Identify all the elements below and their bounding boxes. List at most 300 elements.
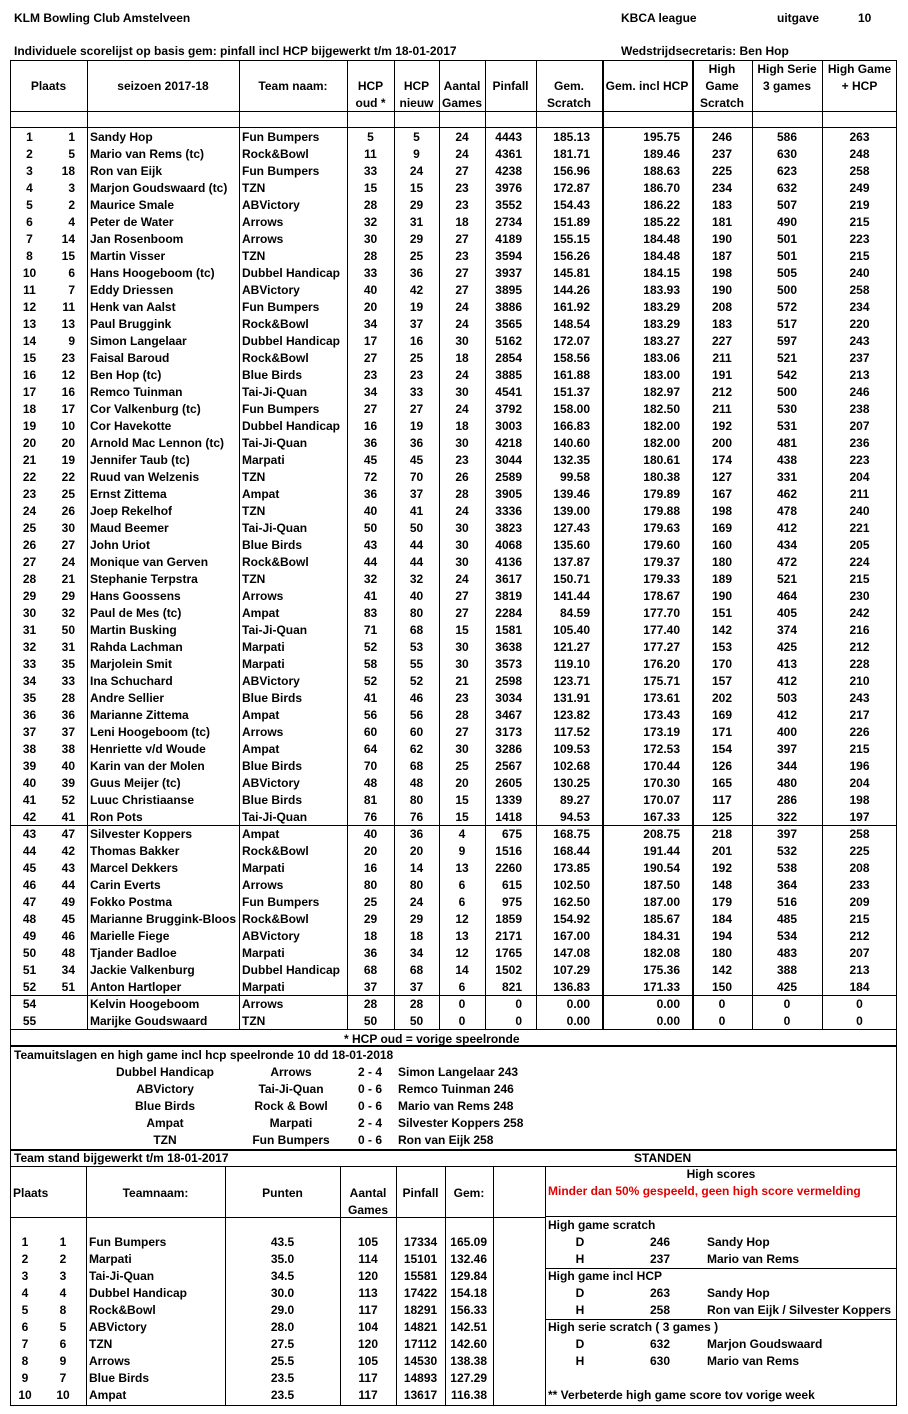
column-header: HCP nieuw bbox=[399, 79, 434, 110]
cell-player-name: Ron Pots bbox=[90, 810, 143, 824]
stand-team: TZN bbox=[89, 1337, 113, 1351]
cell-high-game: 0 bbox=[718, 1014, 726, 1028]
cell-gem-scratch: 166.83 bbox=[553, 419, 590, 433]
cell-games: 27 bbox=[455, 164, 469, 178]
stand-plaats: 10 bbox=[18, 1388, 32, 1402]
cell-pinfall: 2605 bbox=[495, 776, 522, 790]
cell-player-name: Eddy Driessen bbox=[90, 283, 174, 297]
cell-plaats: 54 bbox=[22, 997, 37, 1011]
cell-player-name: Joep Rekelhof bbox=[90, 504, 173, 518]
cell-gem-hcp: 175.36 bbox=[643, 963, 680, 977]
cell-high-game: 187 bbox=[711, 249, 733, 263]
cell-hcp-oud: 45 bbox=[363, 453, 378, 467]
stand-gem: 116.38 bbox=[450, 1388, 487, 1402]
cell-plaats: 30 bbox=[22, 606, 37, 620]
cell-team: Dubbel Handicap bbox=[242, 266, 341, 280]
stand-punten: 34.5 bbox=[270, 1269, 295, 1283]
cell-games: 23 bbox=[455, 181, 469, 195]
hs-code: H bbox=[575, 1354, 585, 1368]
cell-player-name: Luuc Christiaanse bbox=[90, 793, 195, 807]
cell-hcp-oud: 28 bbox=[363, 198, 378, 212]
cell-high-game-hcp: 228 bbox=[849, 657, 870, 671]
cell-high-serie: 572 bbox=[776, 300, 798, 314]
cell-high-game-hcp: 215 bbox=[849, 742, 870, 756]
cell-gem-hcp: 170.44 bbox=[643, 759, 680, 773]
cell-games: 24 bbox=[455, 402, 469, 416]
cell-prev-plaats: 3 bbox=[68, 181, 75, 195]
cell-player-name: Maud Beemer bbox=[90, 521, 169, 535]
cell-high-serie: 0 bbox=[783, 997, 791, 1011]
cell-plaats: 17 bbox=[22, 385, 37, 399]
cell-hcp-oud: 41 bbox=[363, 691, 378, 705]
cell-games: 24 bbox=[455, 572, 469, 586]
hs-score: 246 bbox=[649, 1235, 671, 1249]
cell-high-game-hcp: 242 bbox=[849, 606, 870, 620]
column-header: Plaats bbox=[30, 79, 67, 93]
cell-gem-scratch: 119.10 bbox=[553, 657, 590, 671]
cell-plaats: 22 bbox=[22, 470, 37, 484]
hs-player: Marjon Goudswaard bbox=[707, 1337, 823, 1351]
stand-column-header: Pinfall bbox=[402, 1186, 439, 1200]
stand-prev-plaats: 9 bbox=[59, 1354, 67, 1368]
cell-pinfall: 3594 bbox=[495, 249, 522, 263]
cell-high-serie: 485 bbox=[776, 912, 798, 926]
cell-hcp-oud: 34 bbox=[363, 385, 378, 399]
cell-hcp-nieuw: 80 bbox=[409, 793, 424, 807]
cell-high-serie: 344 bbox=[776, 759, 798, 773]
cell-high-game: 154 bbox=[711, 742, 733, 756]
cell-prev-plaats: 30 bbox=[61, 521, 75, 535]
stand-pinfall: 14893 bbox=[403, 1371, 438, 1385]
cell-games: 27 bbox=[455, 725, 469, 739]
uitgave-number: 10 bbox=[858, 11, 872, 25]
cell-gem-scratch: 155.15 bbox=[553, 232, 590, 246]
cell-pinfall: 2589 bbox=[495, 470, 522, 484]
cell-gem-hcp: 185.22 bbox=[643, 215, 680, 229]
cell-hcp-nieuw: 33 bbox=[409, 385, 424, 399]
cell-pinfall: 4541 bbox=[495, 385, 522, 399]
cell-high-serie: 400 bbox=[776, 725, 798, 739]
cell-high-serie: 490 bbox=[776, 215, 798, 229]
cell-high-serie: 434 bbox=[776, 538, 798, 552]
cell-hcp-nieuw: 62 bbox=[409, 742, 424, 756]
hs-code: D bbox=[575, 1235, 585, 1249]
cell-hcp-nieuw: 45 bbox=[409, 453, 424, 467]
cell-gem-scratch: 102.68 bbox=[553, 759, 590, 773]
stand-gem: 138.38 bbox=[450, 1354, 487, 1368]
cell-high-game: 125 bbox=[711, 810, 733, 824]
cell-player-name: Jan Rosenboom bbox=[90, 232, 184, 246]
cell-prev-plaats: 1 bbox=[68, 130, 75, 144]
cell-player-name: Marjolein Smit bbox=[90, 657, 173, 671]
cell-high-serie: 505 bbox=[776, 266, 798, 280]
cell-pinfall: 3905 bbox=[495, 487, 522, 501]
cell-pinfall: 3034 bbox=[495, 691, 522, 705]
cell-plaats: 15 bbox=[22, 351, 37, 365]
cell-hcp-oud: 32 bbox=[363, 572, 378, 586]
cell-hcp-oud: 81 bbox=[363, 793, 378, 807]
cell-high-serie: 521 bbox=[776, 351, 798, 365]
hs-section-label: High game incl HCP bbox=[548, 1269, 663, 1283]
cell-prev-plaats: 7 bbox=[68, 283, 75, 297]
cell-games: 0 bbox=[458, 997, 466, 1011]
cell-games: 20 bbox=[455, 776, 469, 790]
cell-hcp-oud: 32 bbox=[363, 215, 378, 229]
cell-hcp-nieuw: 50 bbox=[409, 1014, 424, 1028]
cell-plaats: 16 bbox=[22, 368, 37, 382]
cell-prev-plaats bbox=[49, 1013, 87, 1030]
cell-pinfall: 1516 bbox=[495, 844, 522, 858]
cell-team: Fun Bumpers bbox=[242, 300, 320, 314]
cell-plaats: 44 bbox=[22, 844, 37, 858]
cell-pinfall: 4443 bbox=[495, 130, 522, 144]
hs-code: H bbox=[575, 1303, 585, 1317]
cell-hcp-nieuw: 37 bbox=[409, 487, 424, 501]
cell-pinfall: 4238 bbox=[495, 164, 522, 178]
cell-high-game: 189 bbox=[711, 572, 733, 586]
cell-hcp-oud: 30 bbox=[363, 232, 378, 246]
cell-prev-plaats: 42 bbox=[61, 844, 75, 858]
home-team: ABVictory bbox=[136, 1082, 194, 1096]
cell-hcp-oud: 40 bbox=[363, 827, 378, 841]
cell-prev-plaats: 2 bbox=[68, 198, 75, 212]
stand-games: 105 bbox=[357, 1354, 379, 1368]
cell-hcp-nieuw: 53 bbox=[409, 640, 424, 654]
column-header: seizoen 2017-18 bbox=[117, 79, 209, 93]
cell-prev-plaats: 10 bbox=[61, 419, 75, 433]
cell-pinfall: 1418 bbox=[495, 810, 522, 824]
cell-team: Blue Birds bbox=[242, 538, 303, 552]
cell-games: 30 bbox=[455, 385, 469, 399]
cell-plaats: 11 bbox=[23, 283, 36, 297]
column-header: Gem. incl HCP bbox=[605, 79, 689, 93]
stand-games: 120 bbox=[357, 1269, 379, 1283]
cell-prev-plaats: 51 bbox=[61, 980, 75, 994]
cell-high-serie: 462 bbox=[776, 487, 798, 501]
cell-gem-scratch: 94.53 bbox=[559, 810, 590, 824]
cell-player-name: Leni Hoogeboom (tc) bbox=[90, 725, 210, 739]
cell-hcp-oud: 28 bbox=[363, 249, 378, 263]
cell-hcp-oud: 64 bbox=[363, 742, 378, 756]
cell-team: Arrows bbox=[242, 725, 284, 739]
cell-high-game: 192 bbox=[711, 861, 733, 875]
stand-punten: 29.0 bbox=[270, 1303, 295, 1317]
cell-games: 12 bbox=[455, 912, 469, 926]
cell-prev-plaats: 22 bbox=[61, 470, 75, 484]
cell-hcp-nieuw: 32 bbox=[409, 572, 424, 586]
cell-high-game: 142 bbox=[711, 963, 733, 977]
cell-gem-scratch: 117.52 bbox=[553, 725, 590, 739]
cell-games: 24 bbox=[455, 317, 469, 331]
cell-hcp-nieuw: 24 bbox=[409, 164, 424, 178]
cell-prev-plaats: 16 bbox=[61, 385, 75, 399]
cell-high-game: 190 bbox=[711, 232, 733, 246]
cell-plaats: 39 bbox=[22, 759, 37, 773]
cell-player-name: Peter de Water bbox=[90, 215, 174, 229]
stand-gem: 132.46 bbox=[450, 1252, 487, 1266]
cell-gem-hcp: 171.33 bbox=[643, 980, 680, 994]
cell-prev-plaats: 43 bbox=[61, 861, 75, 875]
secretaris-label: Wedstrijdsecretaris: Ben Hop bbox=[621, 44, 789, 58]
cell-pinfall: 2284 bbox=[495, 606, 522, 620]
cell-gem-hcp: 0.00 bbox=[656, 1014, 680, 1028]
hcp-footnote: * HCP oud = vorige speelronde bbox=[344, 1032, 520, 1046]
cell-pinfall: 3286 bbox=[495, 742, 522, 756]
cell-plaats: 38 bbox=[22, 742, 37, 756]
cell-hcp-oud: 25 bbox=[363, 895, 378, 909]
cell-games: 23 bbox=[455, 198, 469, 212]
cell-high-game: 117 bbox=[712, 793, 732, 807]
cell-hcp-oud: 68 bbox=[363, 963, 378, 977]
cell-hcp-oud: 48 bbox=[363, 776, 378, 790]
cell-games: 6 bbox=[458, 895, 466, 909]
cell-gem-scratch: 185.13 bbox=[553, 130, 590, 144]
cell-gem-hcp: 186.70 bbox=[643, 181, 680, 195]
cell-team: ABVictory bbox=[242, 674, 300, 688]
cell-games: 30 bbox=[455, 436, 469, 450]
cell-player-name: Sandy Hop bbox=[90, 130, 153, 144]
high-scores-title: High scores bbox=[686, 1167, 756, 1181]
stand-prev-plaats: 8 bbox=[59, 1303, 67, 1317]
cell-high-serie: 517 bbox=[776, 317, 798, 331]
cell-pinfall: 3565 bbox=[495, 317, 522, 331]
cell-player-name: Paul de Mes (tc) bbox=[90, 606, 182, 620]
stand-pinfall: 14821 bbox=[403, 1320, 438, 1334]
cell-hcp-oud: 34 bbox=[363, 317, 378, 331]
cell-prev-plaats: 33 bbox=[61, 674, 75, 688]
cell-gem-scratch: 135.60 bbox=[553, 538, 590, 552]
cell-hcp-nieuw: 14 bbox=[409, 861, 424, 875]
cell-hcp-oud: 40 bbox=[363, 504, 378, 518]
cell-games: 13 bbox=[455, 861, 469, 875]
cell-prev-plaats: 5 bbox=[68, 147, 75, 161]
cell-hcp-oud: 18 bbox=[363, 929, 378, 943]
cell-player-name: Simon Langelaar bbox=[90, 334, 187, 348]
cell-hcp-nieuw: 34 bbox=[409, 946, 424, 960]
cell-team: Rock&Bowl bbox=[242, 912, 309, 926]
away-team: Arrows bbox=[270, 1065, 312, 1079]
cell-hcp-nieuw: 36 bbox=[409, 436, 424, 450]
cell-team: Marpati bbox=[242, 640, 285, 654]
cell-plaats: 29 bbox=[22, 589, 37, 603]
stand-team: Marpati bbox=[89, 1252, 132, 1266]
hs-section-label: High serie scratch ( 3 games ) bbox=[548, 1320, 719, 1334]
cell-hcp-nieuw: 19 bbox=[409, 300, 424, 314]
cell-high-game-hcp: 210 bbox=[849, 674, 870, 688]
cell-high-game-hcp: 219 bbox=[849, 198, 870, 212]
cell-gem-hcp: 186.22 bbox=[643, 198, 680, 212]
cell-plaats: 8 bbox=[26, 249, 33, 263]
cell-pinfall: 3792 bbox=[495, 402, 522, 416]
cell-prev-plaats: 24 bbox=[61, 555, 75, 569]
stand-gem: 127.29 bbox=[450, 1371, 487, 1385]
cell-prev-plaats: 39 bbox=[61, 776, 75, 790]
cell-team: Rock&Bowl bbox=[242, 844, 309, 858]
cell-high-game-hcp: 248 bbox=[849, 147, 870, 161]
cell-pinfall: 1339 bbox=[495, 793, 522, 807]
cell-high-game-hcp: 243 bbox=[849, 334, 870, 348]
cell-games: 30 bbox=[455, 742, 469, 756]
cell-hcp-oud: 70 bbox=[363, 759, 378, 773]
cell-games: 4 bbox=[458, 827, 466, 841]
cell-games: 23 bbox=[455, 453, 469, 467]
cell-gem-hcp: 178.67 bbox=[643, 589, 680, 603]
cell-high-game: 200 bbox=[711, 436, 733, 450]
cell-plaats: 20 bbox=[22, 436, 37, 450]
uitgave-label: uitgave bbox=[777, 11, 820, 25]
cell-hcp-oud: 23 bbox=[363, 368, 378, 382]
cell-gem-hcp: 184.48 bbox=[643, 249, 680, 263]
cell-hcp-oud: 56 bbox=[363, 708, 378, 722]
cell-high-game-hcp: 216 bbox=[849, 623, 870, 637]
cell-high-game-hcp: 196 bbox=[849, 759, 870, 773]
cell-high-game: 198 bbox=[711, 504, 733, 518]
cell-prev-plaats: 11 bbox=[62, 300, 75, 314]
cell-high-game-hcp: 215 bbox=[849, 249, 870, 263]
cell-pinfall: 3886 bbox=[495, 300, 522, 314]
cell-player-name: Martin Busking bbox=[90, 623, 177, 637]
cell-hcp-nieuw: 50 bbox=[409, 521, 424, 535]
cell-gem-scratch: 168.44 bbox=[553, 844, 590, 858]
cell-games: 27 bbox=[455, 266, 469, 280]
cell-plaats: 45 bbox=[22, 861, 37, 875]
cell-pinfall: 3819 bbox=[495, 589, 522, 603]
cell-plaats: 18 bbox=[22, 402, 37, 416]
high-game-player: Simon Langelaar 243 bbox=[398, 1065, 519, 1079]
cell-team: Dubbel Handicap bbox=[242, 334, 341, 348]
cell-high-game-hcp: 205 bbox=[849, 538, 870, 552]
stand-prev-plaats: 2 bbox=[59, 1252, 67, 1266]
cell-hcp-nieuw: 56 bbox=[409, 708, 424, 722]
cell-gem-scratch: 167.00 bbox=[553, 929, 590, 943]
cell-team: Rock&Bowl bbox=[242, 317, 309, 331]
hs-code: H bbox=[575, 1252, 585, 1266]
hs-code: D bbox=[575, 1286, 585, 1300]
hs-code: D bbox=[575, 1337, 585, 1351]
stand-pinfall: 14530 bbox=[403, 1354, 438, 1368]
cell-plaats: 24 bbox=[22, 504, 37, 518]
cell-hcp-oud: 20 bbox=[363, 300, 378, 314]
cell-games: 12 bbox=[455, 946, 469, 960]
cell-team: ABVictory bbox=[242, 776, 300, 790]
cell-high-game: 211 bbox=[712, 351, 732, 365]
cell-player-name: Martin Visser bbox=[90, 249, 166, 263]
cell-plaats: 12 bbox=[22, 300, 37, 314]
cell-gem-scratch: 161.88 bbox=[553, 368, 590, 382]
cell-prev-plaats: 36 bbox=[61, 708, 75, 722]
cell-high-game-hcp: 212 bbox=[849, 640, 870, 654]
stand-plaats: 9 bbox=[21, 1371, 29, 1385]
cell-plaats: 14 bbox=[22, 334, 37, 348]
cell-games: 28 bbox=[455, 487, 469, 501]
cell-gem-scratch: 172.07 bbox=[553, 334, 590, 348]
cell-games: 25 bbox=[455, 759, 469, 773]
cell-gem-scratch: 154.92 bbox=[553, 912, 590, 926]
cell-pinfall: 3552 bbox=[495, 198, 522, 212]
cell-high-serie: 364 bbox=[776, 878, 798, 892]
cell-team: Ampat bbox=[242, 487, 280, 501]
cell-games: 26 bbox=[455, 470, 469, 484]
cell-high-game-hcp: 215 bbox=[849, 215, 870, 229]
cell-team: Arrows bbox=[242, 589, 284, 603]
cell-team: TZN bbox=[242, 249, 266, 263]
cell-player-name: Ben Hop (tc) bbox=[90, 368, 162, 382]
cell-hcp-oud: 50 bbox=[363, 521, 378, 535]
cell-plaats: 43 bbox=[22, 827, 37, 841]
cell-high-game-hcp: 213 bbox=[849, 963, 870, 977]
cell-team: Arrows bbox=[242, 232, 284, 246]
cell-high-game: 227 bbox=[711, 334, 733, 348]
hs-score: 263 bbox=[649, 1286, 671, 1300]
cell-high-game-hcp: 217 bbox=[849, 708, 870, 722]
cell-gem-scratch: 0.00 bbox=[566, 1014, 590, 1028]
hs-score: 258 bbox=[649, 1303, 671, 1317]
cell-high-serie: 472 bbox=[776, 555, 798, 569]
cell-hcp-nieuw: 46 bbox=[409, 691, 424, 705]
cell-plaats: 48 bbox=[22, 912, 37, 926]
cell-hcp-oud: 33 bbox=[363, 266, 378, 280]
cell-prev-plaats: 44 bbox=[61, 878, 75, 892]
cell-high-game-hcp: 225 bbox=[849, 844, 870, 858]
cell-hcp-nieuw: 48 bbox=[409, 776, 424, 790]
cell-high-game-hcp: 221 bbox=[849, 521, 870, 535]
cell-gem-hcp: 184.15 bbox=[643, 266, 680, 280]
cell-games: 23 bbox=[455, 691, 469, 705]
stand-vline bbox=[545, 1166, 546, 1406]
cell-player-name: Marielle Fiege bbox=[90, 929, 170, 943]
stand-team: Dubbel Handicap bbox=[89, 1286, 188, 1300]
stand-plaats: 5 bbox=[21, 1303, 29, 1317]
cell-prev-plaats: 29 bbox=[61, 589, 75, 603]
cell-high-game-hcp: 208 bbox=[849, 861, 870, 875]
cell-pinfall: 615 bbox=[501, 878, 522, 892]
cell-high-game: 179 bbox=[711, 895, 733, 909]
cell-player-name: Arnold Mac Lennon (tc) bbox=[90, 436, 224, 450]
cell-high-game: 208 bbox=[711, 300, 733, 314]
cell-team: TZN bbox=[242, 504, 266, 518]
cell-prev-plaats: 52 bbox=[61, 793, 75, 807]
cell-high-game-hcp: 197 bbox=[849, 810, 870, 824]
cell-player-name: Henk van Aalst bbox=[90, 300, 176, 314]
cell-player-name: Cor Valkenburg (tc) bbox=[90, 402, 201, 416]
cell-gem-hcp: 182.50 bbox=[643, 402, 680, 416]
cell-pinfall: 3895 bbox=[495, 283, 522, 297]
column-header: Aantal Games bbox=[441, 79, 483, 110]
cell-hcp-oud: 16 bbox=[363, 861, 378, 875]
column-header: Gem. Scratch bbox=[546, 79, 592, 110]
cell-prev-plaats: 20 bbox=[61, 436, 75, 450]
cell-high-game: 153 bbox=[711, 640, 733, 654]
cell-plaats: 21 bbox=[22, 453, 37, 467]
cell-player-name: Marcel Dekkers bbox=[90, 861, 179, 875]
cell-gem-scratch: 139.00 bbox=[553, 504, 590, 518]
cell-gem-hcp: 187.00 bbox=[643, 895, 680, 909]
cell-gem-scratch: 123.71 bbox=[553, 674, 590, 688]
cell-pinfall: 975 bbox=[501, 895, 522, 909]
cell-high-serie: 597 bbox=[776, 334, 798, 348]
cell-games: 21 bbox=[455, 674, 469, 688]
cell-team: Tai-Ji-Quan bbox=[242, 810, 308, 824]
cell-high-serie: 480 bbox=[776, 776, 798, 790]
cell-high-game-hcp: 215 bbox=[849, 572, 870, 586]
home-team: Blue Birds bbox=[134, 1099, 195, 1113]
high-game-player: Silvester Koppers 258 bbox=[398, 1116, 524, 1130]
cell-gem-hcp: 179.37 bbox=[643, 555, 680, 569]
cell-gem-scratch: 156.26 bbox=[553, 249, 590, 263]
cell-high-game-hcp: 184 bbox=[849, 980, 870, 994]
stand-prev-plaats: 10 bbox=[56, 1388, 70, 1402]
header-divider bbox=[10, 127, 897, 128]
